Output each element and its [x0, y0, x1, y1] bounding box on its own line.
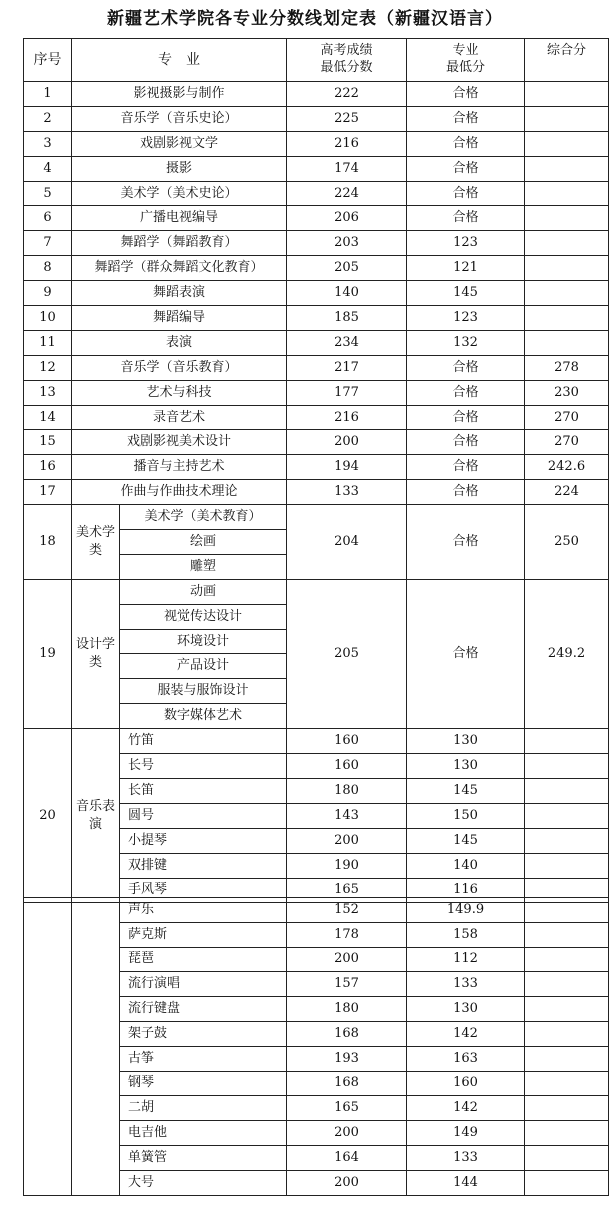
row-major-score: 123 — [407, 231, 525, 256]
header-gaokao — [287, 39, 407, 82]
row-gaokao-score: 133 — [287, 480, 407, 505]
group-major-score: 150 — [407, 803, 525, 828]
row-index: 1 — [24, 82, 72, 107]
row-index: 16 — [24, 455, 72, 480]
group-item: 流行键盘 — [120, 997, 287, 1022]
group-item: 声乐 — [120, 898, 287, 923]
header-major-line1: 专业 — [452, 43, 479, 58]
row-gaokao-score: 177 — [287, 380, 407, 405]
group-gaokao-score: 200 — [287, 1121, 407, 1146]
row-major: 广播电视编导 — [72, 206, 287, 231]
group-index: 18 — [24, 505, 72, 580]
continuation-index — [24, 898, 72, 1196]
group-item: 动画 — [120, 579, 287, 604]
row-major-score: 合格 — [407, 480, 525, 505]
table-row — [24, 231, 609, 256]
row-major: 舞蹈编导 — [72, 306, 287, 331]
group-major-score: 142 — [407, 1021, 525, 1046]
group-gaokao-score: 200 — [287, 1170, 407, 1195]
group-gaokao-score: 160 — [287, 729, 407, 754]
row-index: 15 — [24, 430, 72, 455]
table-row — [24, 480, 609, 505]
row-major: 作曲与作曲技术理论 — [72, 480, 287, 505]
group-major-score: 158 — [407, 922, 525, 947]
group-item: 大号 — [120, 1170, 287, 1195]
table-row — [24, 455, 609, 480]
row-major-score: 132 — [407, 330, 525, 355]
row-major-score: 合格 — [407, 131, 525, 156]
group-major-score: 149 — [407, 1121, 525, 1146]
row-index: 14 — [24, 405, 72, 430]
group-composite-score — [525, 972, 609, 997]
table-row — [24, 505, 609, 530]
table-row — [24, 380, 609, 405]
group-item: 竹笛 — [120, 729, 287, 754]
row-major: 舞蹈学（群众舞蹈文化教育） — [72, 256, 287, 281]
row-major-score: 合格 — [407, 181, 525, 206]
table-row — [24, 430, 609, 455]
group-gaokao-score: 160 — [287, 754, 407, 779]
group-composite-score — [525, 922, 609, 947]
header-gaokao-line2: 最低分数 — [320, 60, 373, 75]
group-item: 小提琴 — [120, 828, 287, 853]
row-major-score: 合格 — [407, 106, 525, 131]
table-row — [24, 306, 609, 331]
group-composite-score — [525, 729, 609, 754]
row-major: 舞蹈学（舞蹈教育） — [72, 231, 287, 256]
table-row — [24, 106, 609, 131]
group-composite-score — [525, 1071, 609, 1096]
group-item: 流行演唱 — [120, 972, 287, 997]
group-item: 单簧管 — [120, 1145, 287, 1170]
table-row — [24, 579, 609, 604]
group-composite-score — [525, 997, 609, 1022]
group-item: 手风琴 — [120, 878, 287, 903]
row-gaokao-score: 222 — [287, 82, 407, 107]
group-major-score: 144 — [407, 1170, 525, 1195]
group-gaokao-score: 204 — [287, 505, 407, 580]
table-row — [24, 206, 609, 231]
group-major-score: 142 — [407, 1096, 525, 1121]
table-row — [24, 256, 609, 281]
group-gaokao-score: 193 — [287, 1046, 407, 1071]
header-index: 序号 — [24, 39, 72, 82]
row-composite-score: 278 — [525, 355, 609, 380]
row-index: 17 — [24, 480, 72, 505]
row-major-score: 合格 — [407, 82, 525, 107]
table-row — [24, 405, 609, 430]
group-major-score: 145 — [407, 828, 525, 853]
table-row — [24, 82, 609, 107]
row-gaokao-score: 185 — [287, 306, 407, 331]
group-composite-score — [525, 947, 609, 972]
row-composite-score — [525, 206, 609, 231]
row-composite-score — [525, 256, 609, 281]
group-item: 萨克斯 — [120, 922, 287, 947]
score-table — [23, 38, 609, 903]
header-composite: 综合分 — [525, 39, 609, 82]
group-index: 20 — [24, 729, 72, 903]
table-row — [24, 181, 609, 206]
group-composite-score — [525, 778, 609, 803]
group-category: 音乐表演 — [72, 729, 120, 903]
row-composite-score — [525, 281, 609, 306]
group-composite-score — [525, 828, 609, 853]
header-major-line2: 最低分 — [445, 60, 485, 75]
row-major-score: 123 — [407, 306, 525, 331]
group-composite-score — [525, 1145, 609, 1170]
row-gaokao-score: 200 — [287, 430, 407, 455]
group-category: 设计学类 — [72, 579, 120, 728]
row-composite-score — [525, 330, 609, 355]
row-major: 音乐学（音乐教育） — [72, 355, 287, 380]
row-index: 6 — [24, 206, 72, 231]
group-composite-score — [525, 1046, 609, 1071]
row-major: 播音与主持艺术 — [72, 455, 287, 480]
group-composite-score: 250 — [525, 505, 609, 580]
group-item: 二胡 — [120, 1096, 287, 1121]
row-gaokao-score: 194 — [287, 455, 407, 480]
group-gaokao-score: 157 — [287, 972, 407, 997]
group-item: 架子鼓 — [120, 1021, 287, 1046]
group-major-score: 145 — [407, 778, 525, 803]
row-major-score: 合格 — [407, 380, 525, 405]
header-gaokao-line1: 高考成绩 — [320, 43, 373, 58]
table-row — [24, 729, 609, 754]
row-index: 12 — [24, 355, 72, 380]
group-major-score: 149.9 — [407, 898, 525, 923]
group-major-score: 112 — [407, 947, 525, 972]
row-composite-score — [525, 131, 609, 156]
row-major-score: 合格 — [407, 455, 525, 480]
group-major-score: 130 — [407, 754, 525, 779]
group-gaokao-score: 164 — [287, 1145, 407, 1170]
row-gaokao-score: 216 — [287, 405, 407, 430]
group-composite-score — [525, 1096, 609, 1121]
table-row — [24, 131, 609, 156]
row-composite-score — [525, 181, 609, 206]
row-composite-score: 230 — [525, 380, 609, 405]
group-gaokao-score: 168 — [287, 1071, 407, 1096]
row-composite-score — [525, 82, 609, 107]
row-major: 艺术与科技 — [72, 380, 287, 405]
row-index: 13 — [24, 380, 72, 405]
row-major: 舞蹈表演 — [72, 281, 287, 306]
row-index: 7 — [24, 231, 72, 256]
group-major-score: 合格 — [407, 579, 525, 728]
group-composite-score — [525, 1121, 609, 1146]
row-major-score: 合格 — [407, 206, 525, 231]
score-table-continuation — [23, 897, 609, 1196]
group-item: 环境设计 — [120, 629, 287, 654]
row-index: 4 — [24, 156, 72, 181]
group-gaokao-score: 168 — [287, 1021, 407, 1046]
row-gaokao-score: 140 — [287, 281, 407, 306]
group-gaokao-score: 165 — [287, 1096, 407, 1121]
row-gaokao-score: 234 — [287, 330, 407, 355]
row-major: 表演 — [72, 330, 287, 355]
group-gaokao-score: 180 — [287, 778, 407, 803]
table-header-row — [24, 39, 609, 82]
group-composite-score — [525, 803, 609, 828]
group-gaokao-score: 152 — [287, 898, 407, 923]
group-gaokao-score: 180 — [287, 997, 407, 1022]
row-major: 戏剧影视文学 — [72, 131, 287, 156]
group-item: 产品设计 — [120, 654, 287, 679]
row-gaokao-score: 224 — [287, 181, 407, 206]
group-item: 双排键 — [120, 853, 287, 878]
table-row — [24, 281, 609, 306]
row-gaokao-score: 225 — [287, 106, 407, 131]
group-major-score: 133 — [407, 1145, 525, 1170]
row-major-score: 合格 — [407, 430, 525, 455]
row-composite-score — [525, 156, 609, 181]
header-major-score — [407, 39, 525, 82]
group-item: 视觉传达设计 — [120, 604, 287, 629]
group-gaokao-score: 200 — [287, 947, 407, 972]
row-gaokao-score: 216 — [287, 131, 407, 156]
row-composite-score: 270 — [525, 405, 609, 430]
group-gaokao-score: 205 — [287, 579, 407, 728]
row-major: 摄影 — [72, 156, 287, 181]
row-index: 9 — [24, 281, 72, 306]
group-item: 电吉他 — [120, 1121, 287, 1146]
row-gaokao-score: 205 — [287, 256, 407, 281]
row-gaokao-score: 206 — [287, 206, 407, 231]
row-major: 录音艺术 — [72, 405, 287, 430]
row-major: 音乐学（音乐史论） — [72, 106, 287, 131]
row-gaokao-score: 217 — [287, 355, 407, 380]
page-title: 新疆艺术学院各专业分数线划定表（新疆汉语言） — [107, 9, 503, 29]
group-composite-score — [525, 898, 609, 923]
group-major-score: 160 — [407, 1071, 525, 1096]
group-item: 美术学（美术教育） — [120, 505, 287, 530]
group-composite-score — [525, 754, 609, 779]
row-major: 影视摄影与制作 — [72, 82, 287, 107]
row-gaokao-score: 174 — [287, 156, 407, 181]
row-composite-score: 270 — [525, 430, 609, 455]
table-row — [24, 355, 609, 380]
group-item: 服装与服饰设计 — [120, 679, 287, 704]
group-item: 钢琴 — [120, 1071, 287, 1096]
table-row — [24, 156, 609, 181]
group-gaokao-score: 200 — [287, 828, 407, 853]
group-category: 美术学类 — [72, 505, 120, 580]
row-composite-score — [525, 231, 609, 256]
group-item: 长号 — [120, 754, 287, 779]
group-composite-score: 249.2 — [525, 579, 609, 728]
row-major: 美术学（美术史论） — [72, 181, 287, 206]
group-composite-score — [525, 1021, 609, 1046]
row-index: 3 — [24, 131, 72, 156]
row-index: 8 — [24, 256, 72, 281]
row-composite-score: 242.6 — [525, 455, 609, 480]
header-major: 专 业 — [72, 39, 287, 82]
group-gaokao-score: 178 — [287, 922, 407, 947]
row-index: 5 — [24, 181, 72, 206]
group-composite-score — [525, 853, 609, 878]
group-item: 琵琶 — [120, 947, 287, 972]
row-major-score: 121 — [407, 256, 525, 281]
group-gaokao-score: 190 — [287, 853, 407, 878]
group-major-score: 140 — [407, 853, 525, 878]
group-item: 古筝 — [120, 1046, 287, 1071]
group-index: 19 — [24, 579, 72, 728]
row-major-score: 合格 — [407, 156, 525, 181]
group-composite-score — [525, 1170, 609, 1195]
row-composite-score — [525, 306, 609, 331]
row-major-score: 合格 — [407, 355, 525, 380]
group-major-score: 130 — [407, 997, 525, 1022]
row-index: 10 — [24, 306, 72, 331]
group-item: 圆号 — [120, 803, 287, 828]
group-item: 长笛 — [120, 778, 287, 803]
group-major-score: 116 — [407, 878, 525, 903]
group-item: 数字媒体艺术 — [120, 704, 287, 729]
row-composite-score — [525, 106, 609, 131]
group-gaokao-score: 165 — [287, 878, 407, 903]
group-item: 雕塑 — [120, 554, 287, 579]
group-major-score: 合格 — [407, 505, 525, 580]
group-major-score: 130 — [407, 729, 525, 754]
group-item: 绘画 — [120, 530, 287, 555]
row-major-score: 145 — [407, 281, 525, 306]
row-major: 戏剧影视美术设计 — [72, 430, 287, 455]
row-major-score: 合格 — [407, 405, 525, 430]
continuation-category — [72, 898, 120, 1196]
group-gaokao-score: 143 — [287, 803, 407, 828]
row-index: 11 — [24, 330, 72, 355]
row-index: 2 — [24, 106, 72, 131]
row-gaokao-score: 203 — [287, 231, 407, 256]
row-composite-score: 224 — [525, 480, 609, 505]
table-row — [24, 330, 609, 355]
group-major-score: 163 — [407, 1046, 525, 1071]
table-row — [24, 898, 609, 923]
group-major-score: 133 — [407, 972, 525, 997]
